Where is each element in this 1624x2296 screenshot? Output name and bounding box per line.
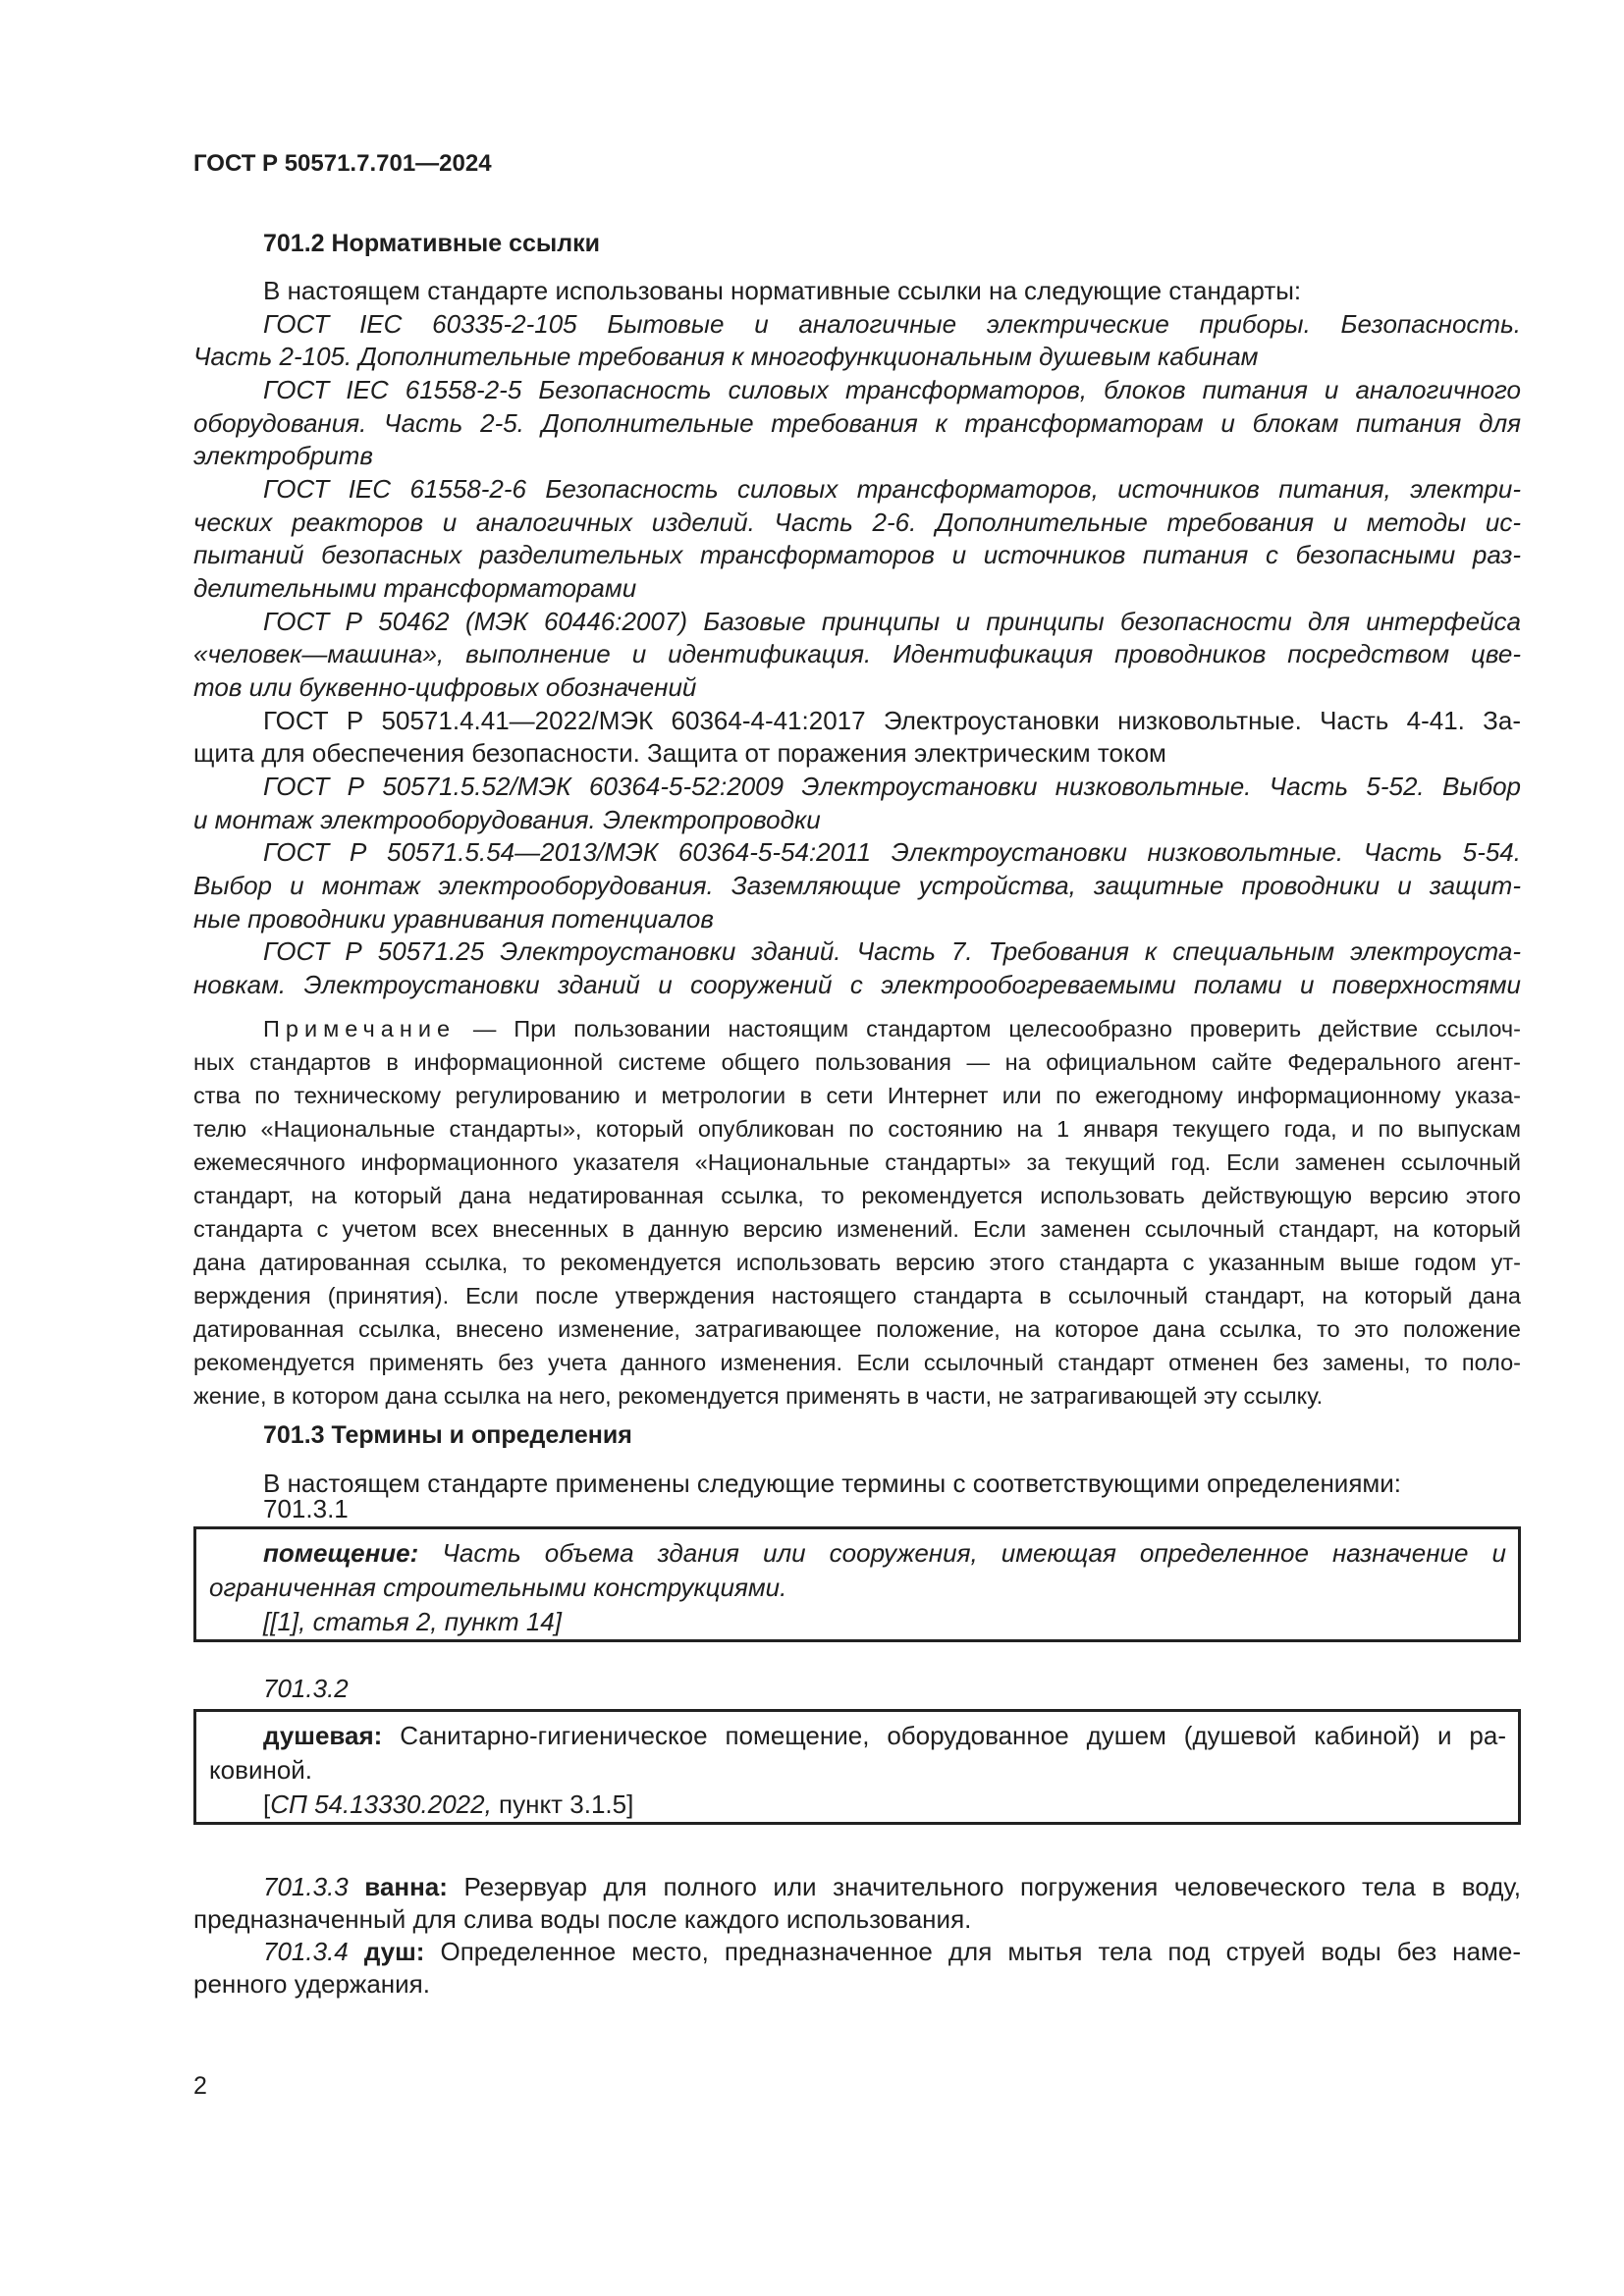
ref-line: и монтаж электрооборудования. Электропроводки <box>193 805 821 834</box>
ref-line: ГОСТ IEC 61558-2-5 Безопасность силовых трансформаторов, блоков питания и аналогичного <box>263 375 1521 404</box>
note-line: верждения (принятия). Если после утверждения настоящего стандарта в ссылочный стандарт, на который дана <box>193 1283 1521 1308</box>
ref-line: ГОСТ IEC 61558-2-6 Безопасность силовых трансформаторов, источников питания, электри- <box>263 474 1521 504</box>
ref-line: новкам. Электроустановки зданий и сооружений с электрообогреваемыми полами и поверхностями <box>193 970 1521 999</box>
ref-line: ГОСТ Р 50571.5.54—2013/МЭК 60364-5-54:2011 Электроустановки низковольтные. Часть 5-54. <box>263 837 1521 867</box>
ref-line: тов или буквенно-цифровых обозначений <box>193 672 697 702</box>
note-line: Примечание — При пользовании настоящим стандартом целесообразно проверить действие ссылоч- <box>263 1016 1521 1041</box>
note-line: ежемесячного информационного указателя «Национальные стандарты» за текущий год. Если заменен ссылочный <box>193 1149 1521 1175</box>
ref-line: электробритв <box>193 441 373 470</box>
ref-line: ГОСТ IEC 60335-2-105 Бытовые и аналогичные электрические приборы. Безопасность. <box>263 309 1521 339</box>
document-header: ГОСТ Р 50571.7.701—2024 <box>193 150 492 177</box>
term-source: [СП 54.13330.2022, пункт 3.1.5] <box>263 1789 634 1819</box>
ref-line: делительными трансформаторами <box>193 573 637 603</box>
ref-intro: В настоящем стандарте использованы нормативные ссылки на следующие стандарты: <box>263 276 1302 305</box>
term-name: душ: <box>363 1937 425 1966</box>
term-line: предназначенный для слива воды после каждого использования. <box>193 1904 972 1934</box>
note-line: телю «Национальные стандарты», который опубликован по состоянию на 1 января текущего года, и по выпускам <box>193 1116 1521 1142</box>
ref-line: ГОСТ Р 50571.5.52/МЭК 60364-5-52:2009 Электроустановки низковольтные. Часть 5-52. Выбор <box>263 772 1521 801</box>
section-heading-701-2: 701.2 Нормативные ссылки <box>263 230 601 257</box>
ref-line: щита для обеспечения безопасности. Защита от поражения электрическим током <box>193 738 1166 768</box>
term-name: помещение: <box>263 1538 419 1568</box>
ref-line: ческих реакторов и аналогичных изделий. Часть 2-6. Дополнительные требования и методы ис- <box>193 507 1521 537</box>
note-line: стандарта с учетом всех внесенных в данную версию изменений. Если заменен ссылочный стандарт, на который <box>193 1216 1521 1242</box>
term-number: 701.3.1 <box>263 1494 349 1523</box>
note-line: стандарт, на который дана недатированная ссылка, то рекомендуется использовать действующую версию этого <box>193 1183 1521 1208</box>
terms-intro: В настоящем стандарте применены следующие термины с соответствующими определениями: <box>263 1468 1402 1498</box>
term-line: помещение: Часть объема здания или сооружения, имеющая определенное назначение и <box>263 1538 1506 1568</box>
ref-line: «человек—машина», выполнение и идентификация. Идентификация проводников посредством цве- <box>193 639 1521 668</box>
term-line: 701.3.3 ванна: Резервуар для полного или значительного погружения человеческого тела в воду, <box>263 1872 1521 1901</box>
note-label: Примечание <box>263 1016 457 1041</box>
term-number: 701.3.3 <box>263 1872 349 1901</box>
note-line: датированная ссылка, внесено изменение, затрагивающее положение, на которое дана ссылка, то это положение <box>193 1316 1521 1342</box>
ref-line: оборудования. Часть 2-5. Дополнительные требования к трансформаторам и блокам питания для <box>193 408 1521 438</box>
page-number: 2 <box>193 2072 207 2100</box>
section-heading-701-3: 701.3 Термины и определения <box>263 1421 632 1449</box>
term-number: 701.3.2 <box>263 1674 349 1703</box>
ref-line: Часть 2-105. Дополнительные требования к многофункциональным душевым кабинам <box>193 342 1259 371</box>
term-line: душевая: Санитарно-гигиеническое помещение, оборудованное душем (душевой кабиной) и ра- <box>263 1721 1506 1750</box>
term-line: ковиной. <box>209 1755 313 1785</box>
term-line: ренного удержания. <box>193 1969 430 1999</box>
note-line: жение, в котором дана ссылка на него, рекомендуется применять в части, не затрагивающей эту ссылку. <box>193 1383 1324 1409</box>
ref-line: ГОСТ Р 50571.25 Электроустановки зданий. Часть 7. Требования к специальным электроуста- <box>263 936 1521 966</box>
ref-line: ГОСТ Р 50571.4.41—2022/МЭК 60364-4-41:2017 Электроустановки низковольтные. Часть 4-41. За- <box>263 706 1521 735</box>
note-line: ства по техническому регулированию и метрологии в сети Интернет или по ежегодному информационному указа- <box>193 1083 1521 1108</box>
term-line: 701.3.4 душ: Определенное место, предназначенное для мытья тела под струей воды без наме- <box>263 1937 1521 1966</box>
ref-line: ГОСТ Р 50462 (МЭК 60446:2007) Базовые принципы и принципы безопасности для интерфейса <box>263 607 1521 636</box>
note-line: ных стандартов в информационной системе общего пользования — на официальном сайте Федерального агент- <box>193 1049 1521 1075</box>
note-line: рекомендуется применять без учета данного изменения. Если ссылочный стандарт отменен без замены, то поло- <box>193 1350 1521 1375</box>
term-line: ограниченная строительными конструкциями. <box>209 1573 787 1602</box>
ref-line: Выбор и монтаж электрооборудования. Заземляющие устройства, защитные проводники и защит- <box>193 871 1521 900</box>
note-line: дана датированная ссылка, то рекомендуется использовать версию этого стандарта с указанным выше годом ут- <box>193 1250 1521 1275</box>
term-name: душевая: <box>263 1721 383 1750</box>
ref-line: пытаний безопасных разделительных трансформаторов и источников питания с безопасными раз- <box>193 540 1521 569</box>
term-name: ванна: <box>364 1872 448 1901</box>
term-source: [[1], статья 2, пункт 14] <box>263 1607 562 1636</box>
ref-line: ные проводники уравнивания потенциалов <box>193 904 714 934</box>
term-number: 701.3.4 <box>263 1937 349 1966</box>
